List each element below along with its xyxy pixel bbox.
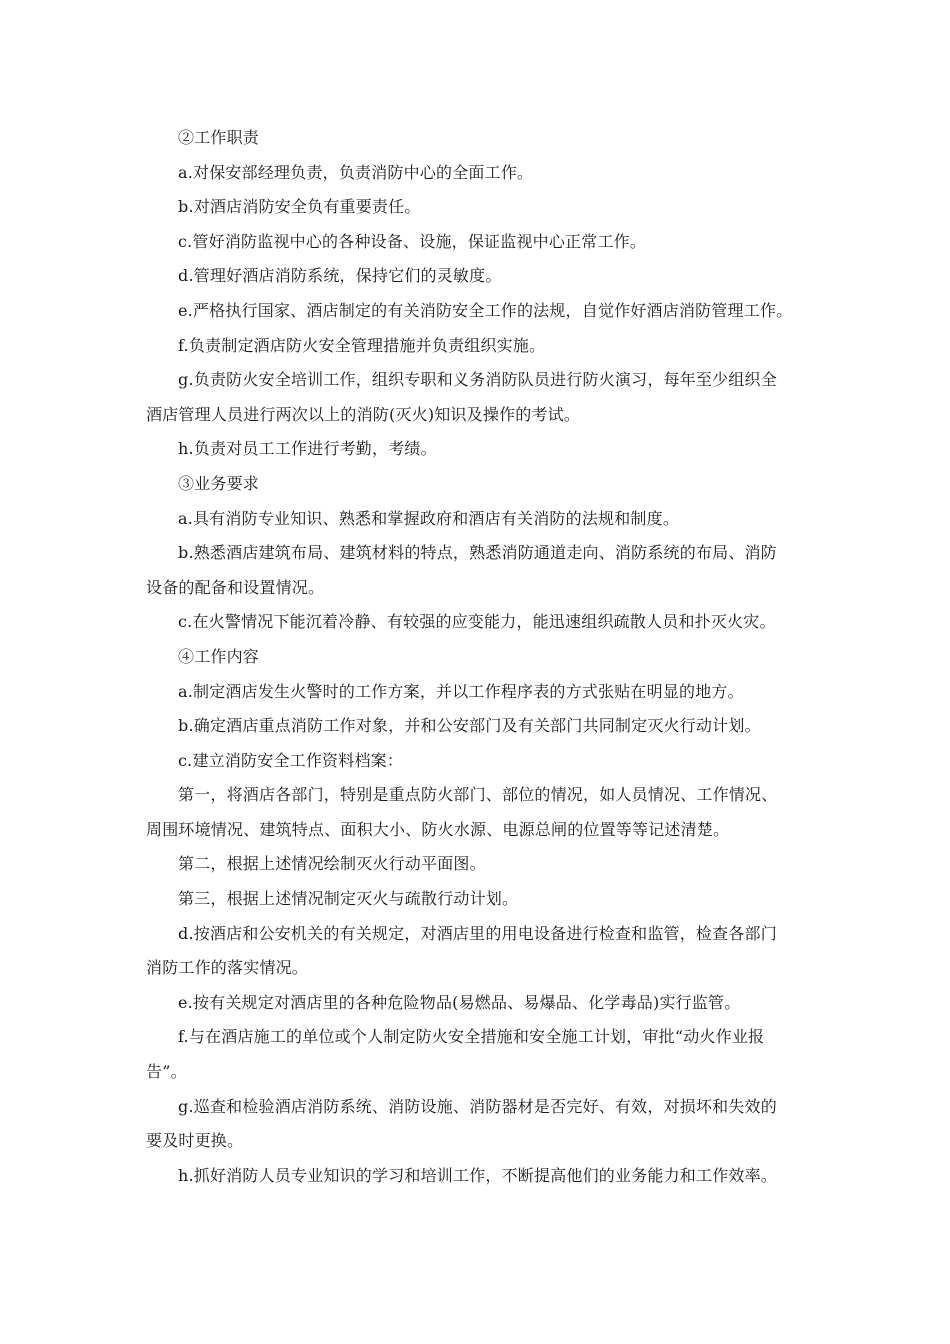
- paragraph-line: e.严格执行国家、酒店制定的有关消防安全工作的法规，自觉作好酒店消防管理工作。: [178, 300, 793, 320]
- paragraph-line: 设备的配备和设置情况。: [146, 577, 325, 597]
- paragraph-line: c.管好消防监视中心的各种设备、设施，保证监视中心正常工作。: [178, 231, 647, 251]
- paragraph-line: c.在火警情况下能沉着冷静、有较强的应变能力，能迅速组织疏散人员和扑灭火灾。: [178, 612, 776, 632]
- paragraph-line: h.负责对员工工作进行考勤，考绩。: [178, 439, 437, 459]
- paragraph-line: b.对酒店消防安全负有重要责任。: [178, 197, 421, 217]
- section-heading-duties: ②工作职责: [178, 128, 260, 147]
- paragraph-line: f.与在酒店施工的单位或个人制定防火安全措施和安全施工计划，审批“动火作业报: [178, 1027, 765, 1047]
- paragraph-line: g.负责防火安全培训工作，组织专职和义务消防队员进行防火演习，每年至少组织全: [178, 370, 777, 390]
- section-heading-work-content: ④工作内容: [178, 646, 260, 666]
- paragraph-line: h.抓好消防人员专业知识的学习和培训工作，不断提高他们的业务能力和工作效率。: [178, 1165, 777, 1185]
- paragraph-line: g.巡查和检验酒店消防系统、消防设施、消防器材是否完好、有效，对损坏和失效的: [178, 1096, 777, 1116]
- paragraph-line: d.按酒店和公安机关的有关规定，对酒店里的用电设备进行检查和监管，检查各部门: [178, 923, 777, 943]
- paragraph-line: 要及时更换。: [146, 1131, 244, 1151]
- paragraph-line: b.熟悉酒店建筑布局、建筑材料的特点，熟悉消防通道走向、消防系统的布局、消防: [178, 543, 777, 563]
- paragraph-line: 告”。: [146, 1062, 187, 1082]
- paragraph-line: 第二，根据上述情况绘制灭火行动平面图。: [178, 854, 486, 874]
- paragraph-line: 消防工作的落实情况。: [146, 958, 309, 978]
- paragraph-line: 周围环境情况、建筑特点、面积大小、防火水源、电源总闸的位置等等记述清楚。: [146, 819, 730, 839]
- paragraph-line: c.建立消防安全工作资料档案：: [178, 750, 404, 770]
- paragraph-line: a.具有消防专业知识、熟悉和掌握政府和酒店有关消防的法规和制度。: [178, 508, 680, 528]
- paragraph-line: a.制定酒店发生火警时的工作方案，并以工作程序表的方式张贴在明显的地方。: [178, 681, 744, 701]
- paragraph-line: e.按有关规定对酒店里的各种危险物品(易燃品、易爆品、化学毒品)实行监管。: [178, 992, 741, 1012]
- paragraph-line: 酒店管理人员进行两次以上的消防(灭火)知识及操作的考试。: [146, 404, 581, 424]
- paragraph-line: 第三，根据上述情况制定灭火与疏散行动计划。: [178, 889, 519, 909]
- document-page: [146, 121, 810, 1193]
- section-heading-requirements: ③业务要求: [178, 473, 260, 493]
- paragraph-line: a.对保安部经理负责，负责消防中心的全面工作。: [178, 162, 534, 182]
- paragraph-line: d.管理好酒店消防系统，保持它们的灵敏度。: [178, 266, 502, 286]
- paragraph-line: f.负责制定酒店防火安全管理措施并负责组织实施。: [178, 335, 546, 355]
- paragraph-line: b.确定酒店重点消防工作对象，并和公安部门及有关部门共同制定灭火行动计划。: [178, 716, 761, 736]
- paragraph-line: 第一，将酒店各部门，特别是重点防火部门、部位的情况，如人员情况、工作情况、: [178, 785, 778, 805]
